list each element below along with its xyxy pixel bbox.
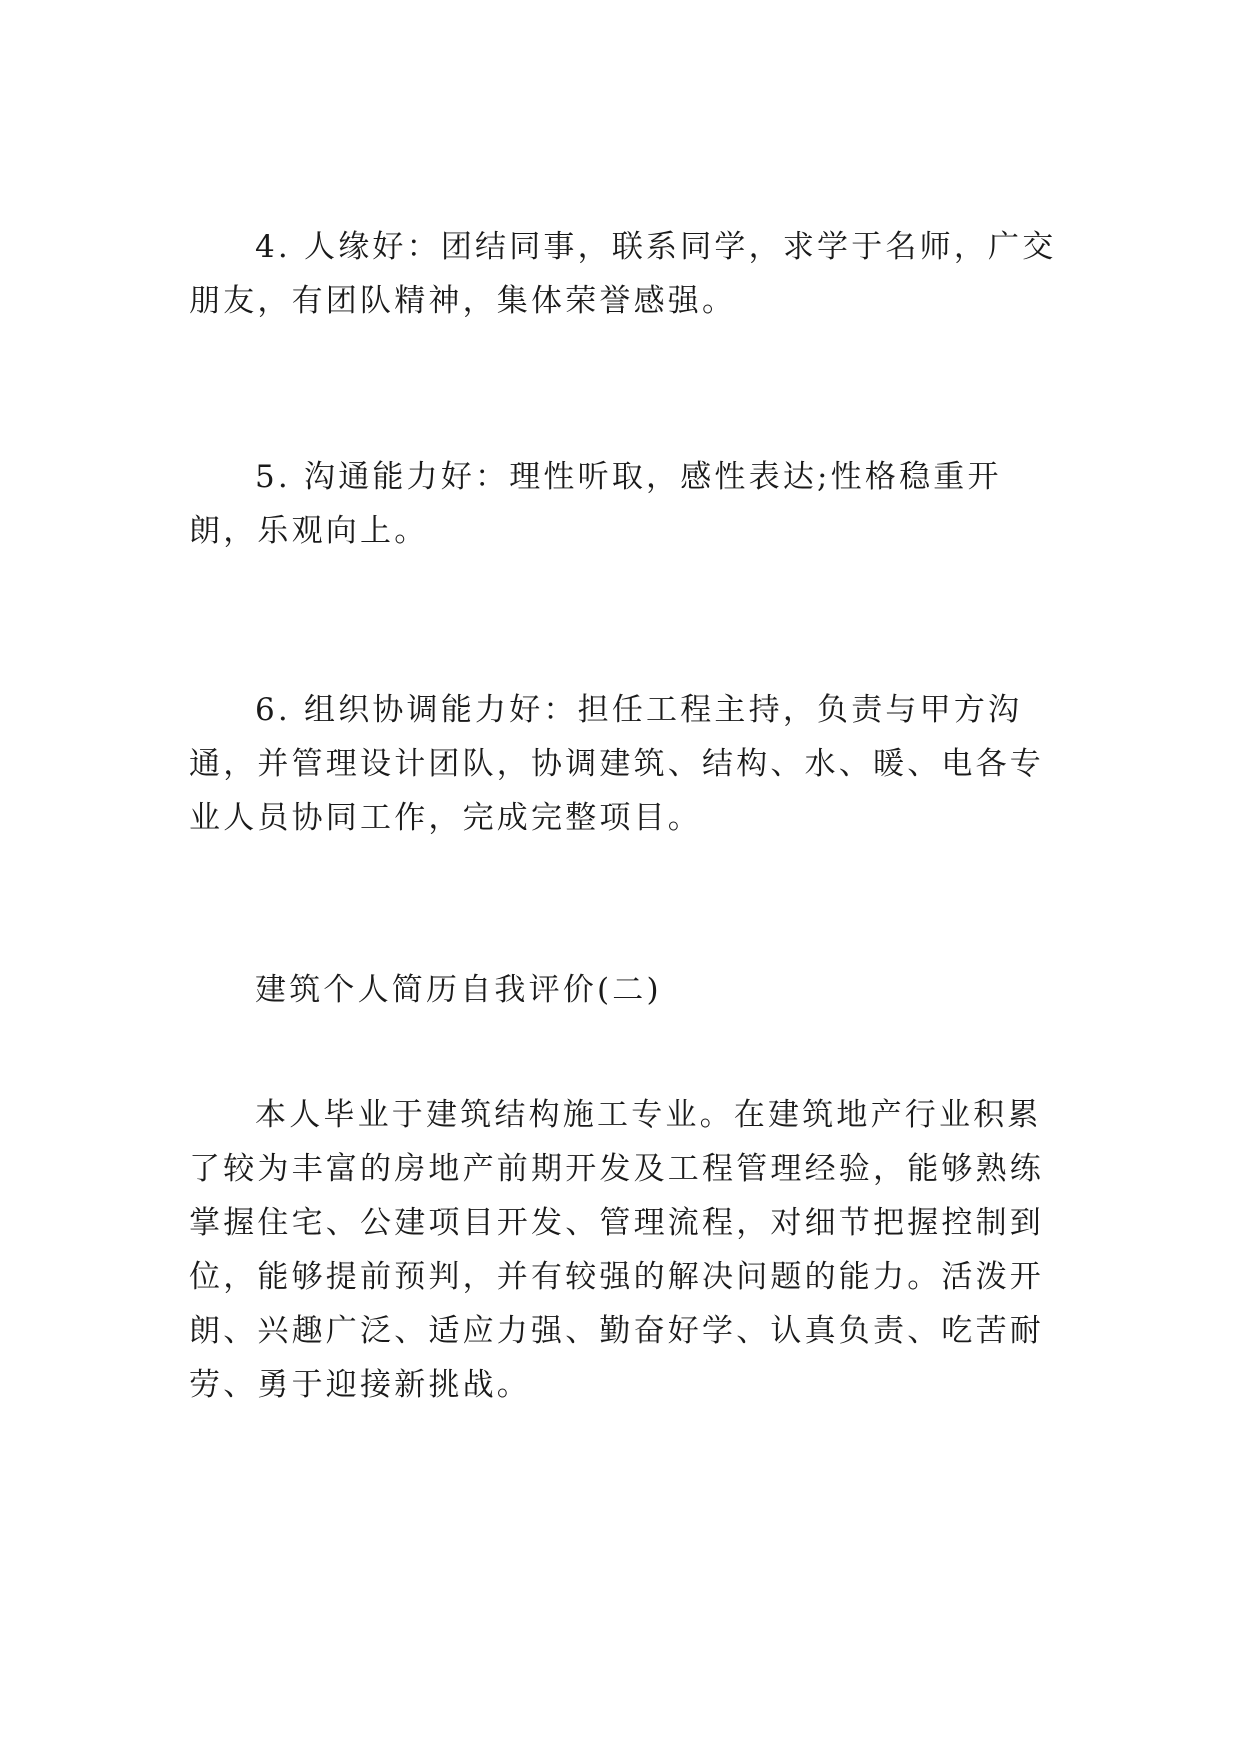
paragraph-item-5: 5. 沟通能力好：理性听取，感性表达;性格稳重开朗，乐观向上。 <box>189 459 1002 549</box>
paragraph-item-6: 6. 组织协调能力好：担任工程主持，负责与甲方沟通，并管理设计团队，协调建筑、结构、水、暖、电各专业人员协同工作，完成完整项目。 <box>189 692 1044 836</box>
section-heading: 建筑个人简历自我评价(二) <box>255 972 662 1008</box>
paragraph-item-4: 4. 人缘好：团结同事，联系同学，求学于名师，广交朋友，有团队精神，集体荣誉感强。 <box>189 229 1057 319</box>
section-body-paragraph: 本人毕业于建筑结构施工专业。在建筑地产行业积累了较为丰富的房地产前期开发及工程管理经验，能够熟练掌握住宅、公建项目开发、管理流程，对细节把握控制到位，能够提前预判，并有较强的解决问题的能力。活泼开朗、兴趣广泛、适应力强、勤奋好学、认真负责、吃苦耐劳、勇于迎接新挑战。 <box>189 1097 1044 1403</box>
